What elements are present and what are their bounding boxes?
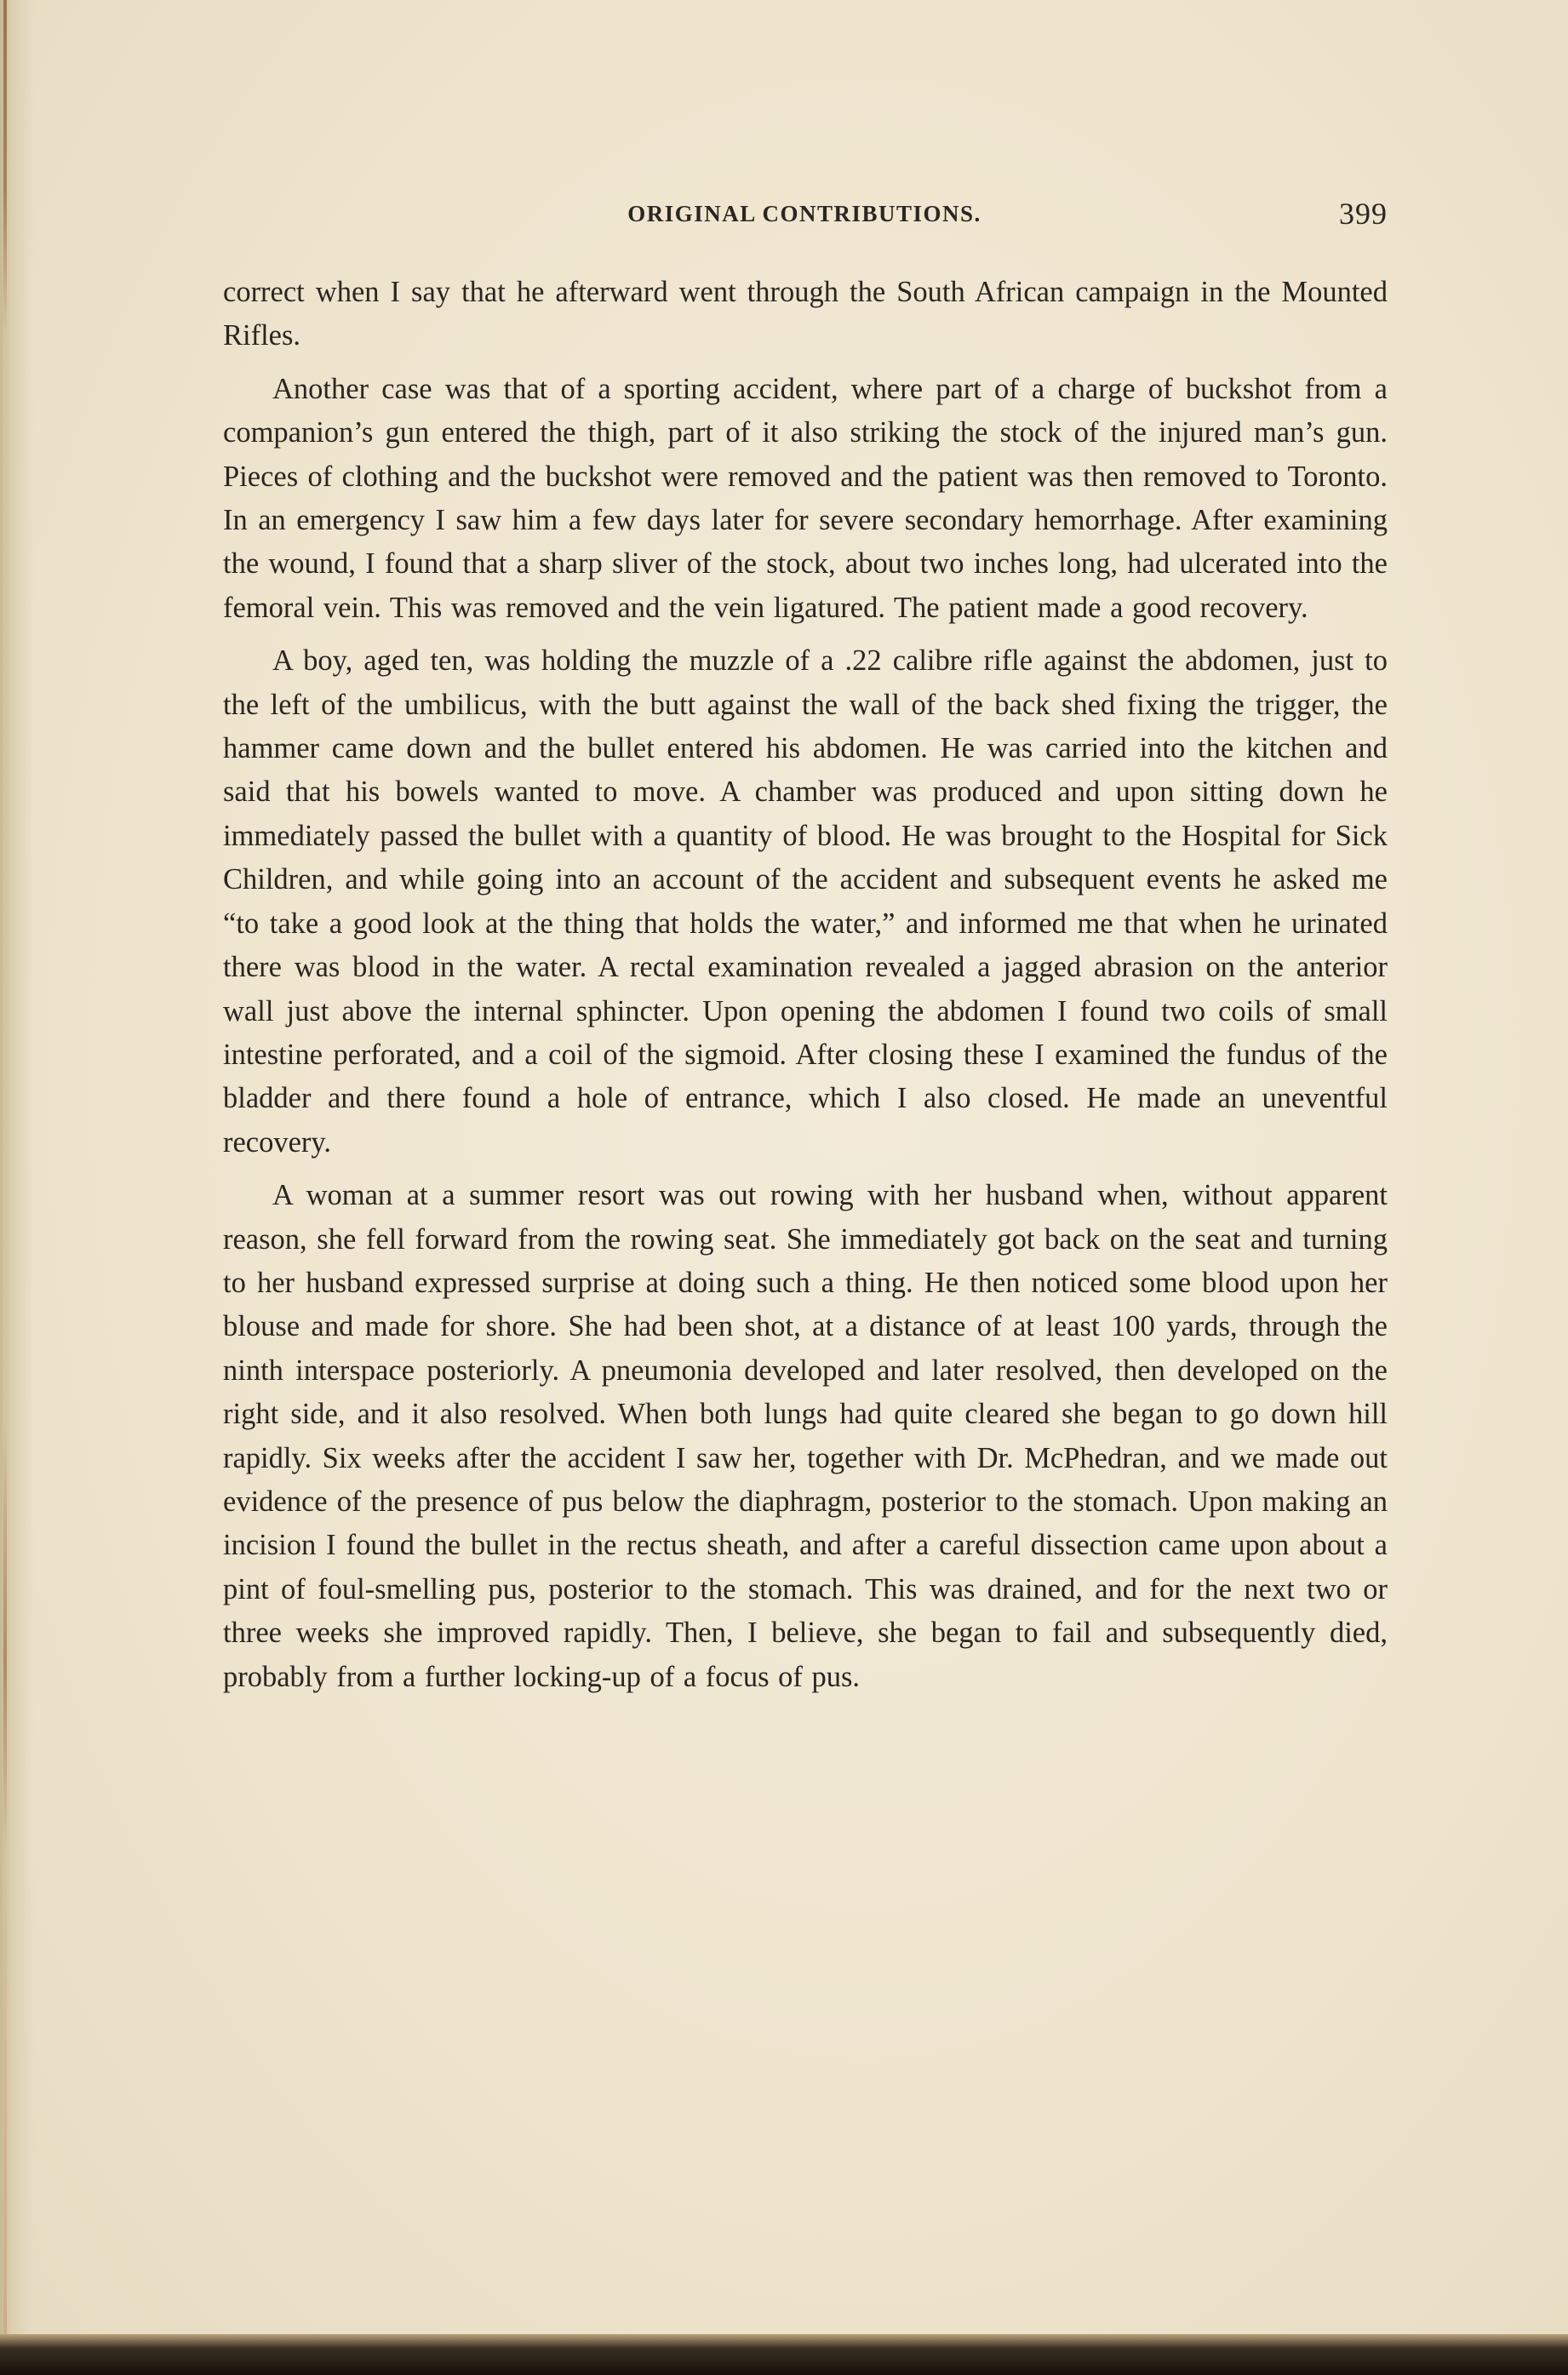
- paragraph-boy-rifle: A boy, aged ten, was holding the muzzle of a .22 calibre rifle against the abdomen, just to the left of the umbilicus, with the butt against the wall of the back shed fixing the trigger, the hammer came down and the bullet entered his abdomen. He was carried into the kitchen and said that his bowels wanted to move. A chamber was produced and upon sitting down he immediately passed the bullet with a quantity of blood. He was brought to the Hospital for Sick Children, and while going into an account of the accident and subsequent events he asked me “to take a good look at the thing that holds the water,” and informed me that when he urinated there was blood in the water. A rectal examination revealed a jagged abrasion on the anterior wall just above the internal sphincter. Upon opening the abdomen I found two coils of small intestine perforated, and a coil of the sigmoid. After closing these I examined the fundus of the bladder and there found a hole of entrance, which I also closed. He made an uneventful recovery.: [223, 644, 1388, 1159]
- page-header: [221, 196, 1388, 238]
- binding-edge: [3, 0, 7, 2375]
- paragraph-woman-rowing: A woman at a summer resort was out rowing with her husband when, without apparent reason, she fell forward from the rowing seat. She immediately got back on the seat and turning to her husband expressed surprise at doing such a thing. He then noticed some blood upon her blouse and made for shore. She had been shot, at a distance of at least 100 yards, through the ninth interspace posteriorly. A pneumonia developed and later resolved, then developed on the right side, and it also resolved. When both lungs had quite cleared she began to go down hill rapidly. Six weeks after the accident I saw her, together with Dr. McPhedran, and we made out evidence of the presence of pus below the diaphragm, posterior to the stomach. Upon making an incision I found the bullet in the rectus sheath, and after a careful dissection came upon about a pint of foul-smelling pus, posterior to the stomach. This was drained, and for the next two or three weeks she improved rapidly. Then, I believe, she began to fail and subsequently died, probably from a further locking-up of a focus of pus.: [223, 1179, 1388, 1693]
- bottom-shadow-band: [0, 2334, 1568, 2375]
- running-head: ORIGINAL CONTRIBUTIONS.: [627, 201, 981, 226]
- page-number: 399: [1339, 197, 1388, 231]
- body-text: [223, 271, 1388, 1699]
- paragraph-continuation: correct when I say that he afterward went through the South African campaign in the Mounted Rifles.: [223, 276, 1388, 352]
- paragraph-sporting-accident: Another case was that of a sporting accident, where part of a charge of buckshot from a companion’s gun entered the thigh, part of it also striking the stock of the injured man’s gun. Pieces of clothing and the buckshot were removed and the patient was then removed to Toronto. In an emergency I saw him a few days later for severe secondary hemorrhage. After examining the wound, I found that a sharp sliver of the stock, about two inches long, had ulcerated into the femoral vein. This was removed and the vein ligatured. The patient made a good recovery.: [223, 372, 1388, 624]
